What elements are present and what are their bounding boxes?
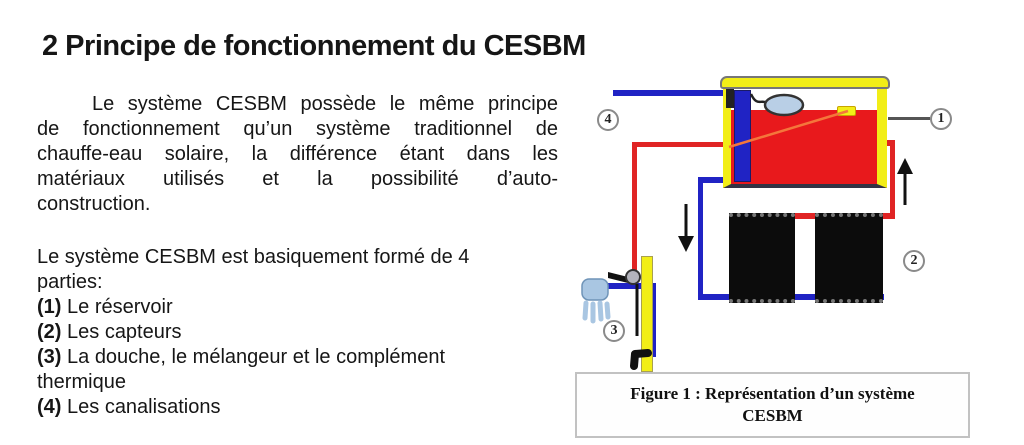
section-heading: 2 Principe de fonctionnement du CESBM <box>42 30 586 62</box>
cold-supply-pipe <box>613 90 729 96</box>
item-label: Le réservoir <box>61 296 173 318</box>
water-drops-icon <box>585 303 608 321</box>
figure-caption-line: CESBM <box>742 406 803 425</box>
shower-support-post <box>641 256 653 372</box>
hot-outlet-pipe-horizontal <box>632 142 723 147</box>
item-label: Les canalisations <box>61 396 221 418</box>
hot-water-fill <box>731 110 877 184</box>
collector-return-pipe-riser <box>890 140 895 219</box>
item-number: (4) <box>37 396 62 418</box>
tank-lid <box>720 76 890 89</box>
item-number: (1) <box>37 296 62 318</box>
paragraph-line: Le système CESBM possède le même principe <box>92 93 558 115</box>
item-number: (2) <box>37 321 62 343</box>
down-flow-arrow <box>678 204 694 252</box>
hot-outlet-pipe-vertical <box>632 142 637 272</box>
figure-label-douche: 3 <box>603 320 625 342</box>
list-item <box>37 395 558 420</box>
list-item <box>37 320 558 345</box>
paragraph-line: construction. <box>37 193 151 215</box>
paragraph-line: chauffe-eau solaire, la différence étant dans les <box>37 143 558 165</box>
list-item <box>37 295 558 320</box>
up-flow-arrow <box>897 158 913 205</box>
label-leader-line <box>888 117 930 120</box>
figure-caption-box <box>575 372 970 438</box>
list-item <box>37 370 558 395</box>
figure-label-canalisations: 4 <box>597 109 619 131</box>
cold-inlet-dip-tube <box>734 90 751 182</box>
solar-collector-panel <box>729 213 795 303</box>
figure-label-reservoir: 1 <box>930 108 952 130</box>
inlet-connector <box>726 87 734 108</box>
figure-caption-line: Figure 1 : Représentation d’un système <box>630 384 915 403</box>
mixer-handle <box>608 272 628 283</box>
mixer-valve <box>626 270 640 284</box>
collector-feed-downpipe <box>698 177 703 300</box>
list-intro-line: parties: <box>37 271 103 293</box>
water-level-float <box>837 106 856 116</box>
list-intro-line: Le système CESBM est basiquement formé de 4 <box>37 246 470 268</box>
item-label: Les capteurs <box>61 321 182 343</box>
item-number: (3) <box>37 346 62 368</box>
parts-list <box>37 245 558 420</box>
item-label: La douche, le mélangeur et le complément <box>61 346 446 368</box>
list-item <box>37 345 558 370</box>
solar-collector-panel <box>815 213 883 303</box>
paragraph-line: de fonctionnement qu’un système traditionnel de <box>37 118 558 140</box>
item-label: thermique <box>37 371 126 393</box>
figure-label-capteurs: 2 <box>903 250 925 272</box>
intro-paragraph <box>37 92 558 217</box>
paragraph-line: matériaux utilisés et la possibilité d’auto- <box>37 168 558 190</box>
